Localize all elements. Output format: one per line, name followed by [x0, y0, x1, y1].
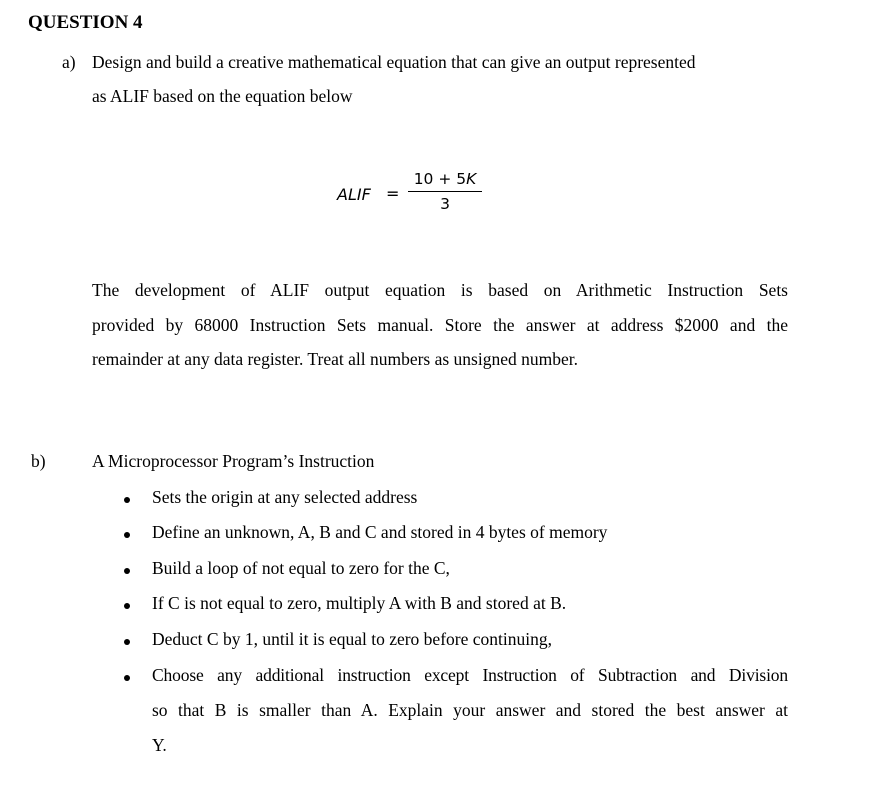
- part-a-text-line-1: Design and build a creative mathematical equation that can give an output represented: [92, 52, 696, 72]
- equation-equals-sign: =: [386, 184, 400, 203]
- paragraph-line-3: remainder at any data register. Treat all numbers as unsigned number.: [92, 349, 578, 369]
- list-item-6: [152, 665, 788, 770]
- question-title: QUESTION 4: [28, 12, 143, 33]
- list-item-6-line-1: Choose any additional instruction except Instruction of Subtraction and Division: [152, 665, 788, 685]
- bullet-icon: [124, 639, 130, 645]
- paragraph-line-2: provided by 68000 Instruction Sets manual. Store the answer at address $2000 and the: [92, 314, 788, 335]
- list-item-1: Sets the origin at any selected address: [152, 487, 418, 507]
- bullet-icon: [124, 532, 130, 538]
- list-item-5: Deduct C by 1, until it is equal to zero before continuing,: [152, 629, 552, 649]
- bullet-icon: [124, 675, 130, 681]
- list-item-6-line-2: so that B is smaller than A. Explain your answer and stored the best answer at: [152, 700, 788, 720]
- part-a-paragraph: [92, 280, 788, 384]
- equation-denominator: 3: [440, 195, 450, 213]
- equation-fraction: [406, 169, 484, 214]
- bullet-icon: [124, 568, 130, 574]
- list-item-3: Build a loop of not equal to zero for the C,: [152, 558, 450, 578]
- part-a-label: a): [62, 52, 76, 72]
- equation-lhs: ALIF: [337, 185, 371, 204]
- numerator-constant: 10 + 5: [413, 170, 467, 188]
- equation-numerator: [406, 169, 484, 189]
- paragraph-line-1: The development of ALIF output equation is based on Arithmetic Instruction Sets: [92, 280, 788, 300]
- list-item-4: If C is not equal to zero, multiply A with B and stored at B.: [152, 593, 567, 613]
- bullet-icon: [124, 603, 130, 609]
- part-b-label: b): [31, 451, 46, 471]
- fraction-bar: [408, 191, 482, 192]
- list-item-2: Define an unknown, A, B and C and stored in 4 bytes of memory: [152, 522, 608, 542]
- bullet-icon: [124, 497, 130, 503]
- numerator-variable: K: [466, 170, 477, 188]
- part-a-text-line-2: as ALIF based on the equation below: [92, 86, 353, 106]
- list-item-6-line-3: Y.: [152, 735, 167, 755]
- part-b-heading: A Microprocessor Program’s Instruction: [92, 451, 375, 471]
